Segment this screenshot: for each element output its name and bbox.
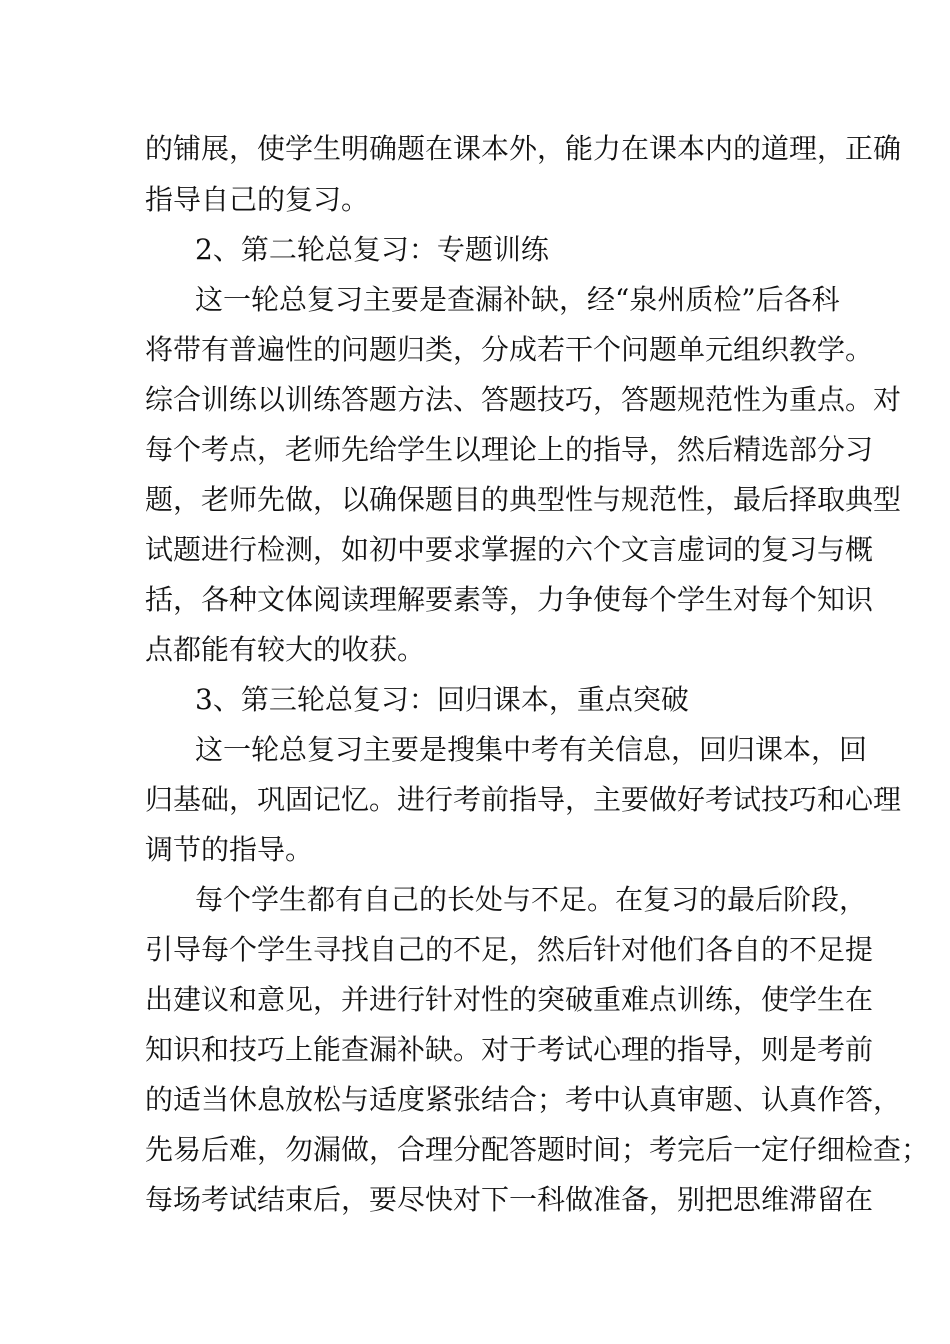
section-heading: 2、第二轮总复习：专题训练 <box>195 233 549 266</box>
text-line: 先易后难，勿漏做，合理分配答题时间；考完后一定仔细检查； <box>145 1133 930 1166</box>
text-line: 将带有普遍性的问题归类，分成若干个问题单元组织教学。 <box>145 333 874 366</box>
text-line: 指导自己的复习。 <box>145 183 370 216</box>
text-line: 括，各种文体阅读理解要素等，力争使每个学生对每个知识 <box>145 583 874 616</box>
text-line: 题，老师先做，以确保题目的典型性与规范性，最后择取典型 <box>145 483 902 516</box>
text-line: 引导每个学生寻找自己的不足，然后针对他们各自的不足提 <box>145 933 874 966</box>
text-line: 调节的指导。 <box>145 833 314 866</box>
text-line: 每个学生都有自己的长处与不足。在复习的最后阶段， <box>195 883 868 916</box>
text-line: 这一轮总复习主要是查漏补缺，经“泉州质检”后各科 <box>195 283 840 316</box>
text-line: 每场考试结束后，要尽快对下一科做准备，别把思维滞留在 <box>145 1183 874 1216</box>
text-line: 每个考点，老师先给学生以理论上的指导，然后精选部分习 <box>145 433 874 466</box>
text-line: 归基础，巩固记忆。进行考前指导，主要做好考试技巧和心理 <box>145 783 902 816</box>
text-line: 点都能有较大的收获。 <box>145 633 426 666</box>
text-line: 的铺展，使学生明确题在课本外，能力在课本内的道理，正确 <box>145 132 902 165</box>
text-line: 的适当休息放松与适度紧张结合；考中认真审题、认真作答， <box>145 1083 902 1116</box>
text-line: 试题进行检测，如初中要求掌握的六个文言虚词的复习与概 <box>145 533 874 566</box>
text-line: 出建议和意见，并进行针对性的突破重难点训练，使学生在 <box>145 983 874 1016</box>
text-line: 知识和技巧上能查漏补缺。对于考试心理的指导，则是考前 <box>145 1033 874 1066</box>
section-heading: 3、第三轮总复习：回归课本，重点突破 <box>195 683 689 716</box>
text-line: 这一轮总复习主要是搜集中考有关信息，回归课本，回 <box>195 733 868 766</box>
text-line: 综合训练以训练答题方法、答题技巧，答题规范性为重点。对 <box>145 383 902 416</box>
